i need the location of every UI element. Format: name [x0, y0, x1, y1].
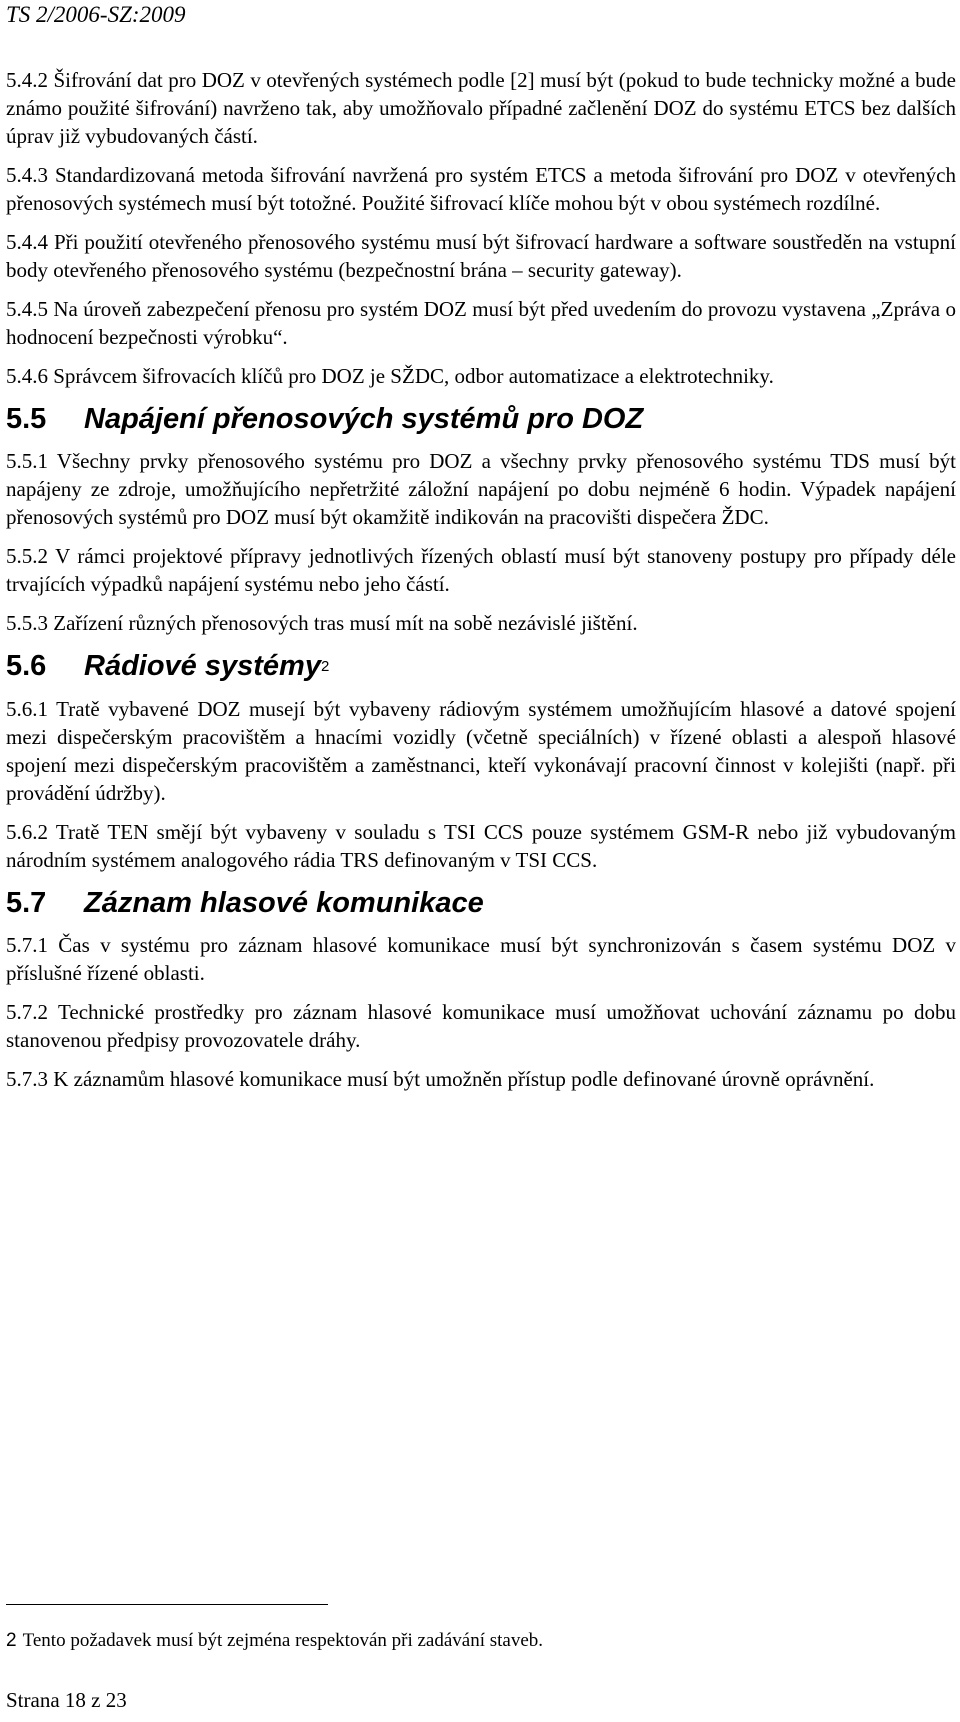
- paragraph-5-7-1: 5.7.1 Čas v systému pro záznam hlasové komunikace musí být synchronizován s časem systému DOZ v příslušné řízené oblasti.: [6, 933, 956, 985]
- page-content: [6, 66, 956, 1104]
- paragraph-5-5-2: 5.5.2 V rámci projektové přípravy jednotlivých řízených oblastí musí být stanoveny postupy pro případy déle trvajících výpadků napájení systému nebo jeho částí.: [6, 544, 956, 596]
- paragraph-5-7-2: 5.7.2 Technické prostředky pro záznam hlasové komunikace musí umožňovat uchování záznamu po dobu stanovenou předpisy provozovatele dráhy.: [6, 1000, 956, 1052]
- section-number: 5.7: [6, 887, 47, 919]
- section-heading-5-6: [6, 648, 956, 685]
- paragraph-5-5-3: 5.5.3 Zařízení různých přenosových tras musí mít na sobě nezávislé jištění.: [6, 611, 638, 635]
- footnote-text: Tento požadavek musí být zejména respektován při zadávání staveb.: [22, 1630, 544, 1651]
- paragraph-5-7-3: 5.7.3 K záznamům hlasové komunikace musí být umožněn přístup podle definované úrovně oprávnění.: [6, 1067, 875, 1091]
- section-title: Napájení přenosových systémů pro DOZ: [84, 403, 644, 435]
- paragraph-5-5-1: 5.5.1 Všechny prvky přenosového systému pro DOZ a všechny prvky přenosového systému TDS musí být napájeny ze zdroje, umožňujícího nepřetržité záložní napájení po dobu nejméně 6 hodin. Výpadek napájení přenosových systémů pro DOZ musí být okamžitě indikován na pracovišti dispečera ŽDC.: [6, 449, 956, 529]
- section-title: Záznam hlasové komunikace: [84, 887, 484, 919]
- paragraph-5-4-5: 5.4.5 Na úroveň zabezpečení přenosu pro systém DOZ musí být před uvedením do provozu vystavena „Zpráva o hodnocení bezpečnosti výrobku“.: [6, 297, 956, 349]
- paragraph-5-6-2: 5.6.2 Tratě TEN smějí být vybaveny v souladu s TSI CCS pouze systémem GSM-R nebo již vybudovaným národním systémem analogového rádia TRS definovaným v TSI CCS.: [6, 820, 956, 872]
- footnote-separator: [6, 1604, 328, 1605]
- section-number: 5.6: [6, 650, 47, 682]
- section-heading-5-5: [6, 401, 956, 437]
- footnote-reference[interactable]: 2: [320, 658, 330, 675]
- section-number: 5.5: [6, 403, 47, 435]
- paragraph-5-4-4: 5.4.4 Při použití otevřeného přenosového systému musí být šifrovací hardware a software soustředěn na vstupní body otevřeného přenosového systému (bezpečnostní brána – security gateway).: [6, 230, 956, 282]
- paragraph-5-6-1: 5.6.1 Tratě vybavené DOZ musejí být vybaveny rádiovým systémem umožňujícím hlasové a datové spojení mezi dispečerským pracovištěm a hnacími vozidly (včetně speciálních) v řízené oblasti a alespoň hlasové spojení mezi dispečerským pracovištěm a zaměstnanci, kteří vykonávají pracovní činnost v kolejišti (např. při provádění údržby).: [6, 697, 956, 805]
- page-number: Strana 18 z 23: [6, 1688, 127, 1712]
- paragraph-5-4-2: 5.4.2 Šifrování dat pro DOZ v otevřených systémech podle [2] musí být (pokud to bude technicky možné a bude známo použité šifrování) navrženo tak, aby umožňovalo případné začlenění DOZ do systému ETCS bez dalších úprav již vybudovaných částí.: [6, 68, 956, 148]
- section-title: Rádiové systémy: [84, 650, 321, 682]
- section-heading-5-7: [6, 885, 956, 921]
- paragraph-5-4-3: 5.4.3 Standardizovaná metoda šifrování navržená pro systém ETCS a metoda šifrování pro DOZ v otevřených přenosových systémech musí být totožné. Použité šifrovací klíče mohou být v obou systémech rozdílné.: [6, 163, 956, 215]
- footnote: [6, 1630, 956, 1652]
- document-header: TS 2/2006-SZ:2009: [6, 2, 186, 27]
- paragraph-5-4-6: 5.4.6 Správcem šifrovacích klíčů pro DOZ je SŽDC, odbor automatizace a elektrotechniky.: [6, 364, 774, 388]
- footnote-mark: 2: [6, 1630, 17, 1651]
